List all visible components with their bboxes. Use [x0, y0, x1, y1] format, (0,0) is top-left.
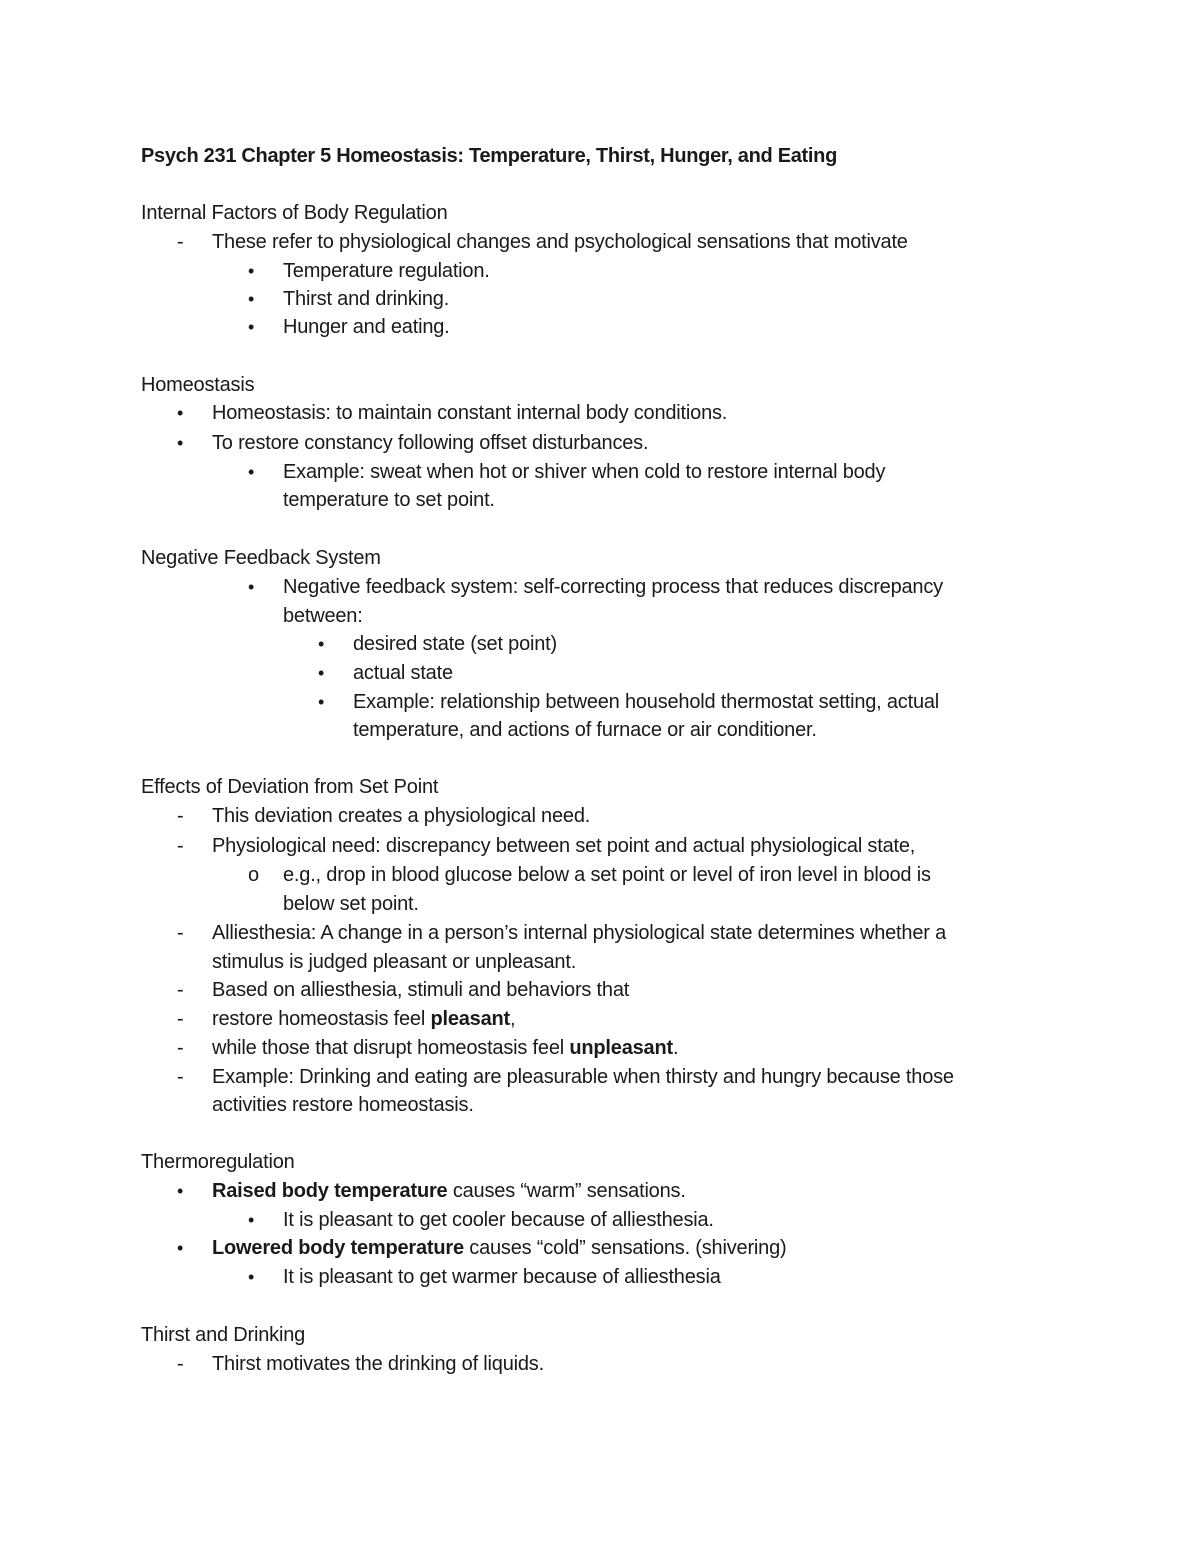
- list-item-text: [283, 1206, 714, 1235]
- text-run: between:: [283, 605, 363, 627]
- list-item-text: [283, 313, 450, 342]
- text-run: Thirst and drinking.: [283, 288, 450, 310]
- text-run: Based on alliesthesia, stimuli and behaviors that: [212, 979, 630, 1001]
- text-run: causes “warm” sensations.: [447, 1180, 686, 1202]
- list-item-text: [212, 919, 946, 948]
- text-run: actual state: [353, 662, 453, 684]
- dash-marker: -: [177, 805, 184, 827]
- text-run: Hunger and eating.: [283, 316, 450, 338]
- document-title: Psych 231 Chapter 5 Homeostasis: Temperature, Thirst, Hunger, and Eating: [141, 145, 838, 167]
- bullet-marker: •: [248, 317, 255, 337]
- list-item-text: [212, 399, 727, 428]
- section-heading: Effects of Deviation from Set Point: [141, 776, 439, 798]
- emphasis-text: unpleasant: [569, 1037, 673, 1059]
- text-run: Example: sweat when hot or shiver when cold to restore internal body: [283, 461, 886, 483]
- bullet-marker: •: [248, 1267, 255, 1287]
- text-run: It is pleasant to get cooler because of alliesthesia.: [283, 1209, 714, 1231]
- dash-marker: -: [177, 835, 184, 857]
- text-run: stimulus is judged pleasant or unpleasant.: [212, 951, 577, 973]
- text-run: Temperature regulation.: [283, 260, 490, 282]
- list-item-continuation: [353, 716, 817, 745]
- bullet-marker: •: [248, 577, 255, 597]
- text-run: This deviation creates a physiological need.: [212, 805, 591, 827]
- text-run: Example: relationship between household thermostat setting, actual: [353, 691, 940, 713]
- bullet-marker: •: [248, 462, 255, 482]
- text-run: Negative feedback system: self-correcting process that reduces discrepancy: [283, 576, 943, 598]
- section-heading: Homeostasis: [141, 374, 255, 396]
- text-run: below set point.: [283, 893, 419, 915]
- text-run: temperature, and actions of furnace or air conditioner.: [353, 719, 817, 741]
- bullet-marker: •: [248, 1210, 255, 1230]
- list-item-continuation: [212, 948, 576, 977]
- bullet-marker: •: [318, 663, 325, 683]
- text-run: while those that disrupt homeostasis feel: [212, 1037, 570, 1059]
- list-item-text: [353, 688, 939, 717]
- list-item-continuation: [283, 486, 495, 515]
- dash-marker: -: [177, 1066, 184, 1088]
- section-heading: Thirst and Drinking: [141, 1324, 306, 1346]
- list-item-text: [212, 228, 908, 257]
- list-item-text: [283, 458, 885, 487]
- text-run: These refer to physiological changes and psychological sensations that motivate: [212, 231, 908, 253]
- emphasis-text: Raised body temperature: [212, 1180, 448, 1202]
- circle-marker: o: [248, 864, 260, 886]
- dash-marker: -: [177, 1353, 184, 1375]
- list-item-continuation: [283, 602, 363, 631]
- bullet-marker: •: [318, 634, 325, 654]
- list-item-text: [212, 832, 915, 861]
- text-run: ,: [510, 1008, 516, 1030]
- text-run: Physiological need: discrepancy between set point and actual physiological state,: [212, 835, 916, 857]
- dash-marker: -: [177, 231, 184, 253]
- list-item-text: [212, 1177, 686, 1206]
- section-heading: Internal Factors of Body Regulation: [141, 202, 448, 224]
- list-item-text: [212, 1034, 678, 1063]
- dash-marker: -: [177, 1008, 184, 1030]
- list-item-text: [212, 429, 648, 458]
- dash-marker: -: [177, 1037, 184, 1059]
- list-item-text: [212, 1234, 786, 1263]
- emphasis-text: pleasant: [430, 1008, 510, 1030]
- bullet-marker: •: [248, 289, 255, 309]
- list-item-continuation: [212, 1091, 474, 1120]
- list-item-text: [212, 1005, 515, 1034]
- list-item-text: [283, 257, 490, 286]
- list-item-text: [283, 1263, 721, 1292]
- section-heading: Negative Feedback System: [141, 547, 381, 569]
- text-run: desired state (set point): [353, 633, 557, 655]
- bullet-marker: •: [248, 261, 255, 281]
- text-run: temperature to set point.: [283, 489, 495, 511]
- text-run: causes “cold” sensations. (shivering): [463, 1237, 787, 1259]
- list-item-text: [353, 630, 557, 659]
- list-item-text: [283, 861, 931, 890]
- text-run: Example: Drinking and eating are pleasurable when thirsty and hungry because those: [212, 1066, 954, 1088]
- bullet-marker: •: [318, 692, 325, 712]
- dash-marker: -: [177, 922, 184, 944]
- text-run: restore homeostasis feel: [212, 1008, 431, 1030]
- list-item-continuation: [283, 890, 419, 919]
- bullet-marker: •: [177, 433, 184, 453]
- section-heading: Thermoregulation: [141, 1151, 295, 1173]
- list-item-text: [212, 802, 590, 831]
- list-item-text: [212, 1350, 544, 1379]
- text-run: It is pleasant to get warmer because of alliesthesia: [283, 1266, 721, 1288]
- text-run: e.g., drop in blood glucose below a set point or level of iron level in blood is: [283, 864, 931, 886]
- text-run: .: [672, 1037, 679, 1059]
- text-run: Thirst motivates the drinking of liquids.: [212, 1353, 544, 1375]
- bullet-marker: •: [177, 403, 184, 423]
- emphasis-text: Lowered body temperature: [212, 1237, 464, 1259]
- bullet-marker: •: [177, 1181, 184, 1201]
- text-run: activities restore homeostasis.: [212, 1094, 474, 1116]
- text-run: To restore constancy following offset disturbances.: [212, 432, 649, 454]
- list-item-text: [212, 1063, 954, 1092]
- list-item-text: [353, 659, 453, 688]
- list-item-text: [283, 573, 943, 602]
- text-run: Alliesthesia: A change in a person’s internal physiological state determines whether a: [212, 922, 946, 944]
- list-item-text: [212, 976, 629, 1005]
- dash-marker: -: [177, 979, 184, 1001]
- bullet-marker: •: [177, 1238, 184, 1258]
- text-run: Homeostasis: to maintain constant internal body conditions.: [212, 402, 728, 424]
- list-item-text: [283, 285, 449, 314]
